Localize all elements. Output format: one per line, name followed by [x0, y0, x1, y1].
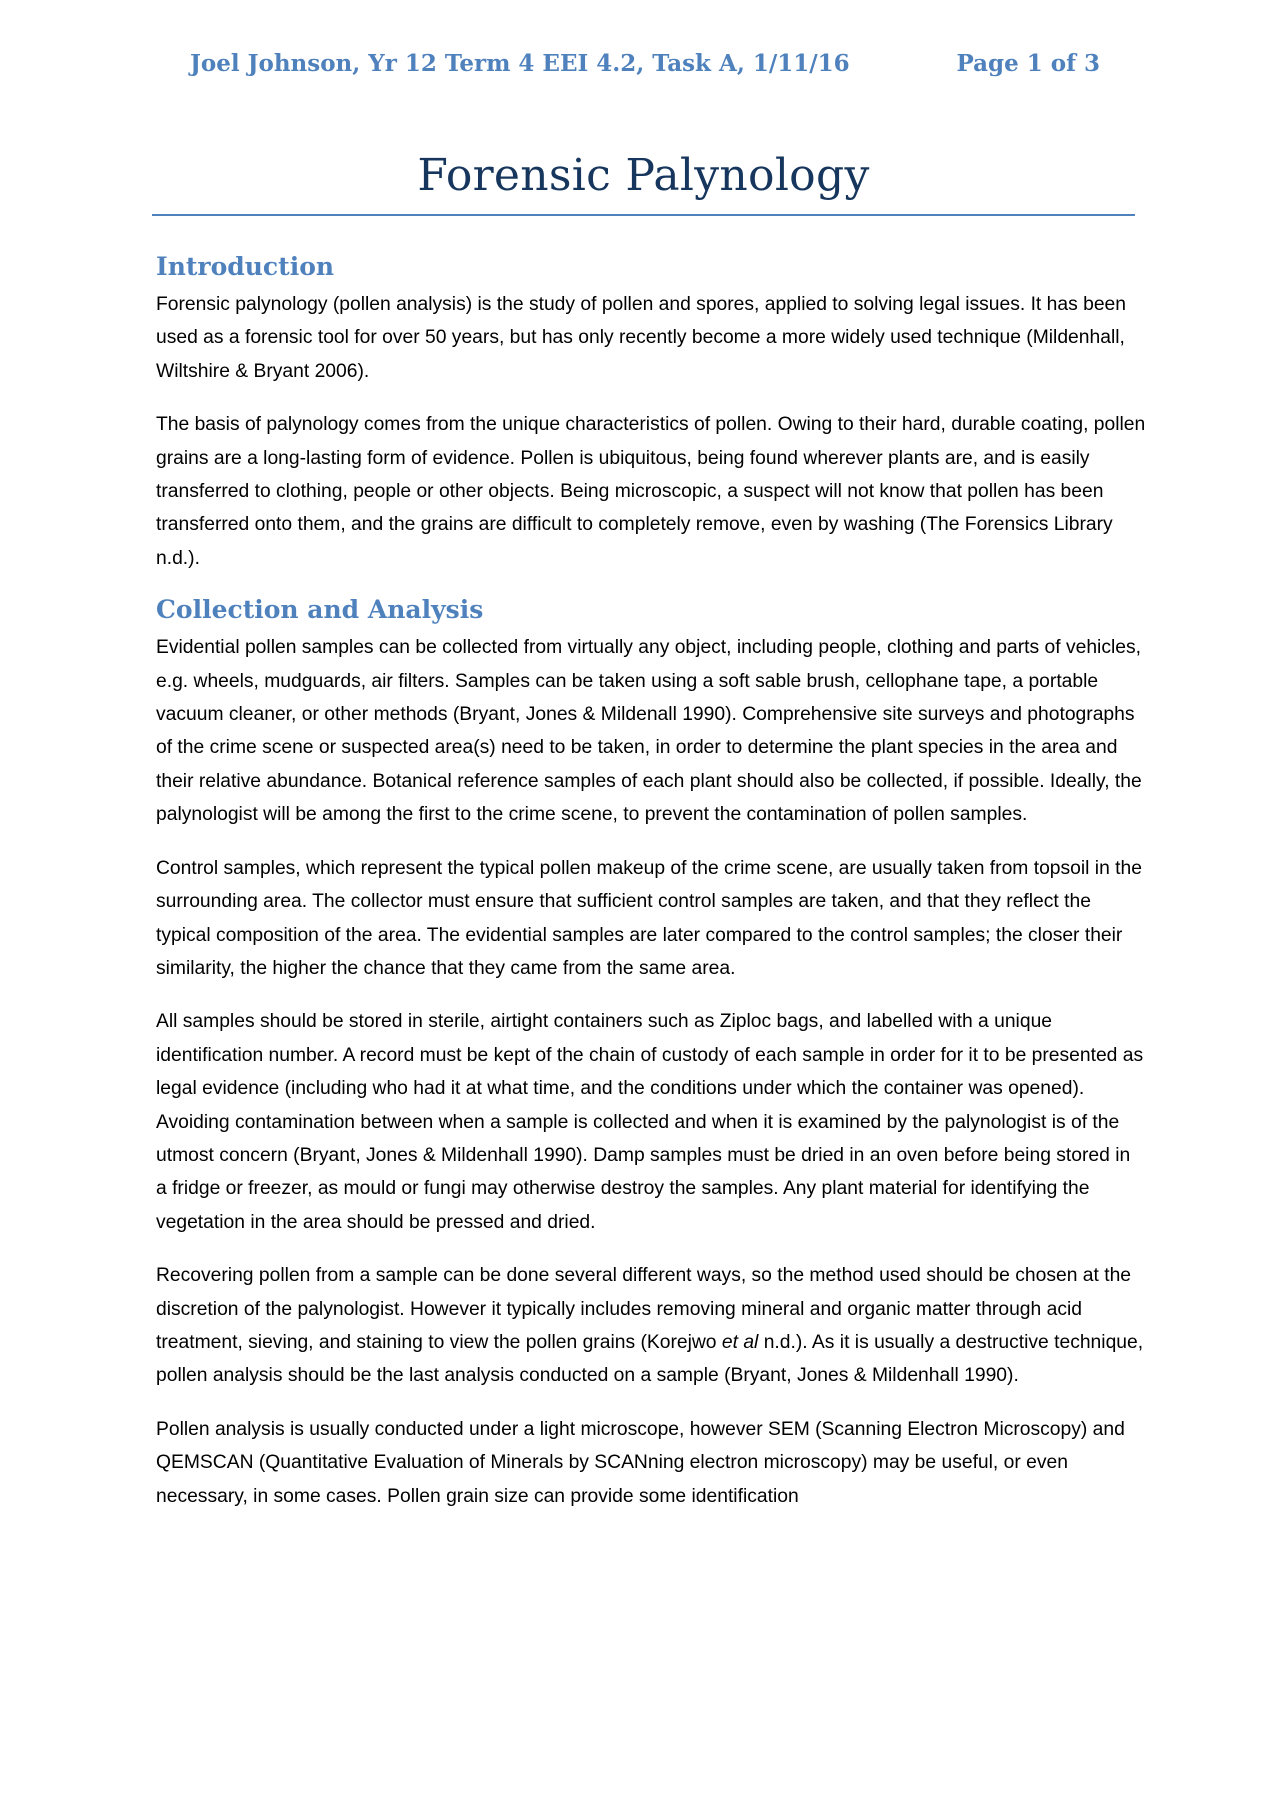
paragraph-text: Recovering pollen from a sample can be done several different ways, so the method used should be chosen at the discretion of the palynologist. However it typically includes removing mineral and organic matter through acid treatment, sieving, and staining to view the pollen grains (Korejwo — [156, 1265, 1132, 1353]
document-body — [156, 246, 1146, 1513]
paragraph: All samples should be stored in sterile, airtight containers such as Ziploc bags, and labelled with a unique identification number. A record must be kept of the chain of custody of each sample in order for it to be presented as legal evidence (including who had it at what time, and the conditions under which the container was opened). Avoiding contamination between when a sample is collected and when it is examined by the palynologist is of the utmost concern (Bryant, Jones & Mildenhall 1990). Damp samples must be dried in an oven before being stored in a fridge or freezer, as mould or fungi may otherwise destroy the samples. Any plant material for identifying the vegetation in the area should be pressed and dried. — [156, 1011, 1144, 1233]
section-heading-collection-analysis: Collection and Analysis — [156, 595, 484, 625]
section-heading-introduction: Introduction — [156, 252, 335, 281]
paragraph: Control samples, which represent the typical pollen makeup of the crime scene, are usually taken from topsoil in the surrounding area. The collector must ensure that sufficient control samples are taken, and that they reflect the typical composition of the area. The evidential samples are later compared to the control samples; the closer their similarity, the higher the chance that they came from the same area. — [156, 857, 1142, 979]
title-underline — [152, 214, 1135, 216]
paragraph: Pollen analysis is usually conducted under a light microscope, however SEM (Scanning Electron Microscopy) and QEMSCAN (Quantitative Evaluation of Minerals by SCANning electron microscopy) may be useful, or even necessary, in some cases. Pollen grain size can provide some identification — [156, 1418, 1125, 1507]
header-page-number: Page 1 of 3 — [956, 50, 1100, 77]
paragraph: Forensic palynology (pollen analysis) is the study of pollen and spores, applied to solving legal issues. It has been used as a forensic tool for over 50 years, but has only recently become a more widely used technique (Mildenhall, Wiltshire & Bryant 2006). — [156, 294, 1126, 382]
paragraph-text: n.d.). As it is usually a destructive technique, pollen analysis should be the last analysis conducted on a sample (Bryant, Jones & Mildenhall 1990). — [156, 1331, 1144, 1387]
paragraph: Evidential pollen samples can be collected from virtually any object, including people, clothing and parts of vehicles, e.g. wheels, mudguards, air filters. Samples can be taken using a soft sable brush, cellophane tape, a portable vacuum cleaner, or other methods (Bryant, Jones & Mildenall 1990). Comprehensive site surveys and photographs of the crime scene or suspected area(s) need to be taken, in order to determine the plant species in the area and their relative abundance. Botanical reference samples of each plant should also be collected, if possible. Ideally, the palynologist will be among the first to the crime scene, to prevent the contamination of pollen samples. — [156, 637, 1142, 826]
header-author-info: Joel Johnson, Yr 12 Term 4 EEI 4.2, Task A, 1/11/16 — [190, 50, 850, 77]
italic-text: et al — [721, 1331, 759, 1353]
paragraph-recovering-pollen — [156, 1259, 1146, 1393]
paragraph: The basis of palynology comes from the unique characteristics of pollen. Owing to their hard, durable coating, pollen grains are a long-lasting form of evidence. Pollen is ubiquitous, being found wherever plants are, and is easily transferred to clothing, people or other objects. Being microscopic, a suspect will not know that pollen has been transferred onto them, and the grains are difficult to completely remove, even by washing (The Forensics Library n.d.). — [156, 414, 1146, 569]
document-title: Forensic Palynology — [417, 150, 870, 201]
page-header — [190, 50, 1100, 90]
